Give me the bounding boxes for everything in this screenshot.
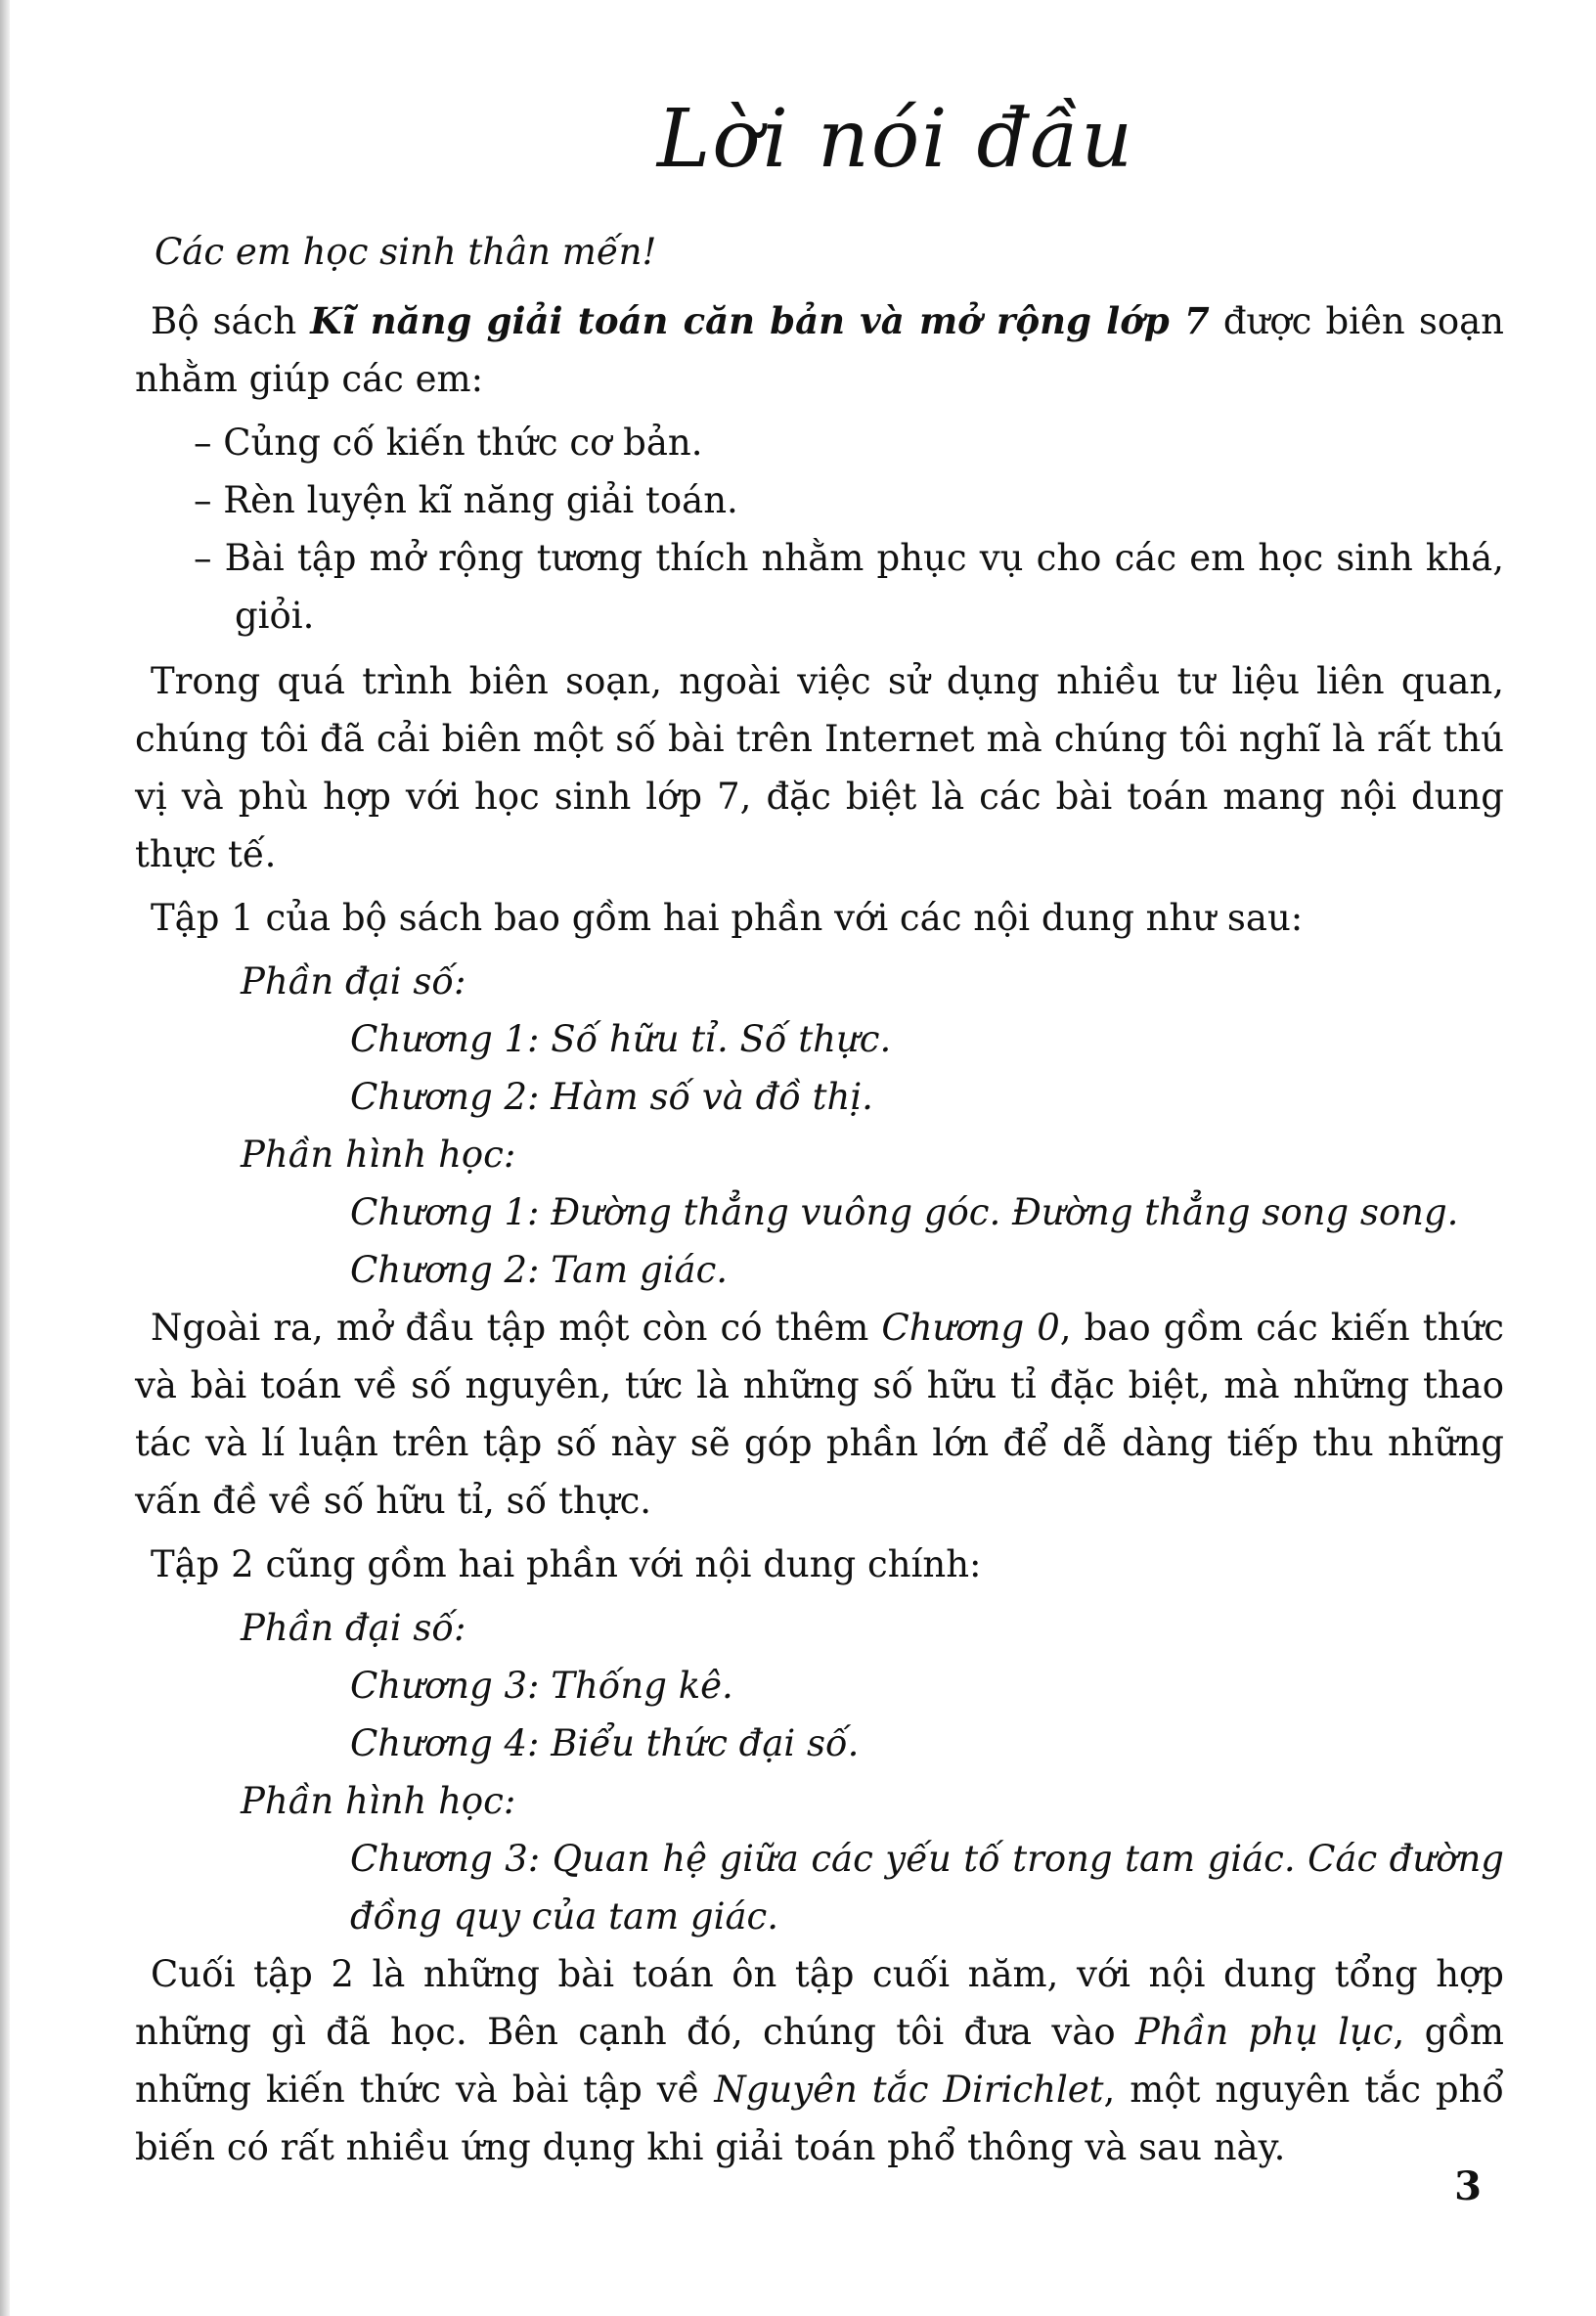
- chapter-item: Chương 1: Số hữu tỉ. Số thực.: [350, 1018, 892, 1060]
- volume-2-geometry-heading: Phần hình học:: [241, 1780, 516, 1822]
- volume-1-intro: Tập 1 của bộ sách bao gồm hai phần với các nội dung như sau:: [151, 897, 1304, 939]
- chapter-item: Chương 2: Hàm số và đồ thị.: [350, 1076, 873, 1118]
- chapter-item: Chương 4: Biểu thức đại số.: [350, 1722, 860, 1764]
- chapter-zero: Chương 0: [881, 1307, 1060, 1349]
- volume-1-geometry-heading: Phần hình học:: [241, 1134, 516, 1176]
- chapter-item: Chương 3: Thống kê.: [350, 1665, 733, 1707]
- dirichlet-title: Nguyên tắc Dirichlet: [714, 2069, 1104, 2111]
- bullet-item: – Bài tập mở rộng tương thích nhằm phục vụ cho các em học sinh khá, giỏi.: [194, 537, 1504, 637]
- volume-2-algebra-heading: Phần đại số:: [241, 1607, 466, 1649]
- volume-2-intro: Tập 2 cũng gồm hai phần với nội dung chính:: [151, 1543, 982, 1585]
- page-edge: [0, 0, 10, 2316]
- paragraph-appendix: [135, 1945, 1504, 2176]
- chapter-item: Chương 2: Tam giác.: [350, 1249, 729, 1291]
- appendix-title: Phần phụ lục: [1134, 2011, 1394, 2053]
- volume-1-algebra-heading: Phần đại số:: [241, 960, 466, 1002]
- chapter-item: Chương 3: Quan hệ giữa các yếu tố trong tam giác. Các đường đồng quy của tam giác.: [350, 1838, 1504, 1937]
- page-number: 3: [1454, 2163, 1482, 2209]
- chapter-zero-after: , bao gồm các kiến thức và bài toán về số nguyên, tức là những số hữu tỉ đặc biệt, mà những thao tác và lí luận trên tập số này sẽ góp phần lớn để dễ dàng tiếp thu những vấn đề về số hữu tỉ, số thực.: [135, 1307, 1504, 1522]
- intro-suffix: được biên soạn nhằm giúp các em:: [135, 300, 1504, 400]
- intro-prefix: Bộ sách: [151, 300, 311, 342]
- appendix-part3: , một nguyên tắc phổ biến có rất nhiều ứng dụng khi giải toán phổ thông và sau này.: [135, 2069, 1504, 2168]
- greeting: Các em học sinh thân mến!: [155, 231, 657, 273]
- chapter-item: Chương 1: Đường thẳng vuông góc. Đường thẳng song song.: [350, 1191, 1459, 1233]
- paragraph-sources: Trong quá trình biên soạn, ngoài việc sử dụng nhiều tư liệu liên quan, chúng tôi đã cải biên một số bài trên Internet mà chúng tôi nghĩ là rất thú vị và phù hợp với học sinh lớp 7, đặc biệt là các bài toán mang nội dung thực tế.: [135, 660, 1504, 875]
- appendix-part2: , gồm những kiến thức và bài tập về: [135, 2011, 1505, 2111]
- appendix-part1: Cuối tập 2 là những bài toán ôn tập cuối năm, với nội dung tổng hợp những gì đã học. Bên cạnh đó, chúng tôi đưa vào: [135, 1953, 1504, 2053]
- book-title: Kĩ năng giải toán căn bản và mở rộng lớp 7: [310, 299, 1210, 342]
- preface-body: [135, 223, 1504, 2182]
- paragraph-chapter-zero: [135, 1299, 1504, 1530]
- bullet-item: – Rèn luyện kĩ năng giải toán.: [194, 479, 738, 521]
- intro-paragraph: [135, 292, 1504, 408]
- bullet-item: – Củng cố kiến thức cơ bản.: [194, 422, 703, 464]
- chapter-zero-before: Ngoài ra, mở đầu tập một còn có thêm: [151, 1307, 882, 1349]
- page-title: Lời nói đầu: [656, 93, 1135, 186]
